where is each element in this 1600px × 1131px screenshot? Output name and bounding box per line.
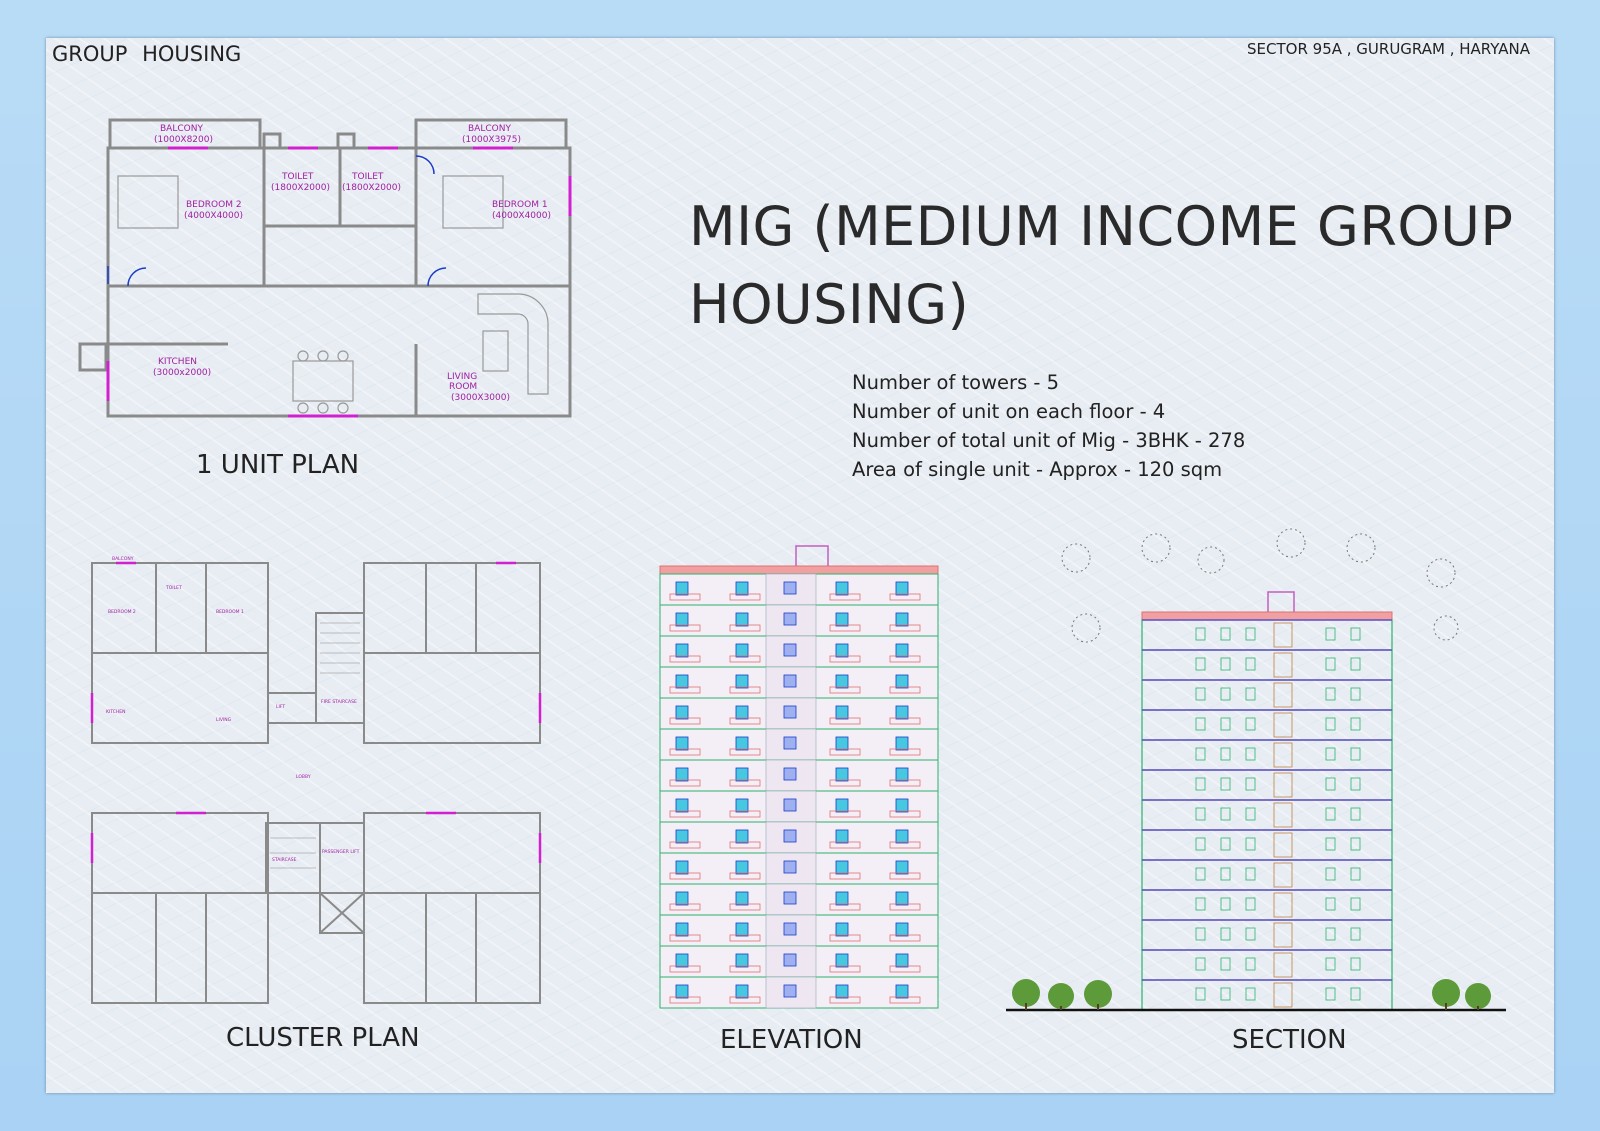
elevation-floor xyxy=(660,853,938,884)
section-floor xyxy=(1142,980,1392,1010)
elevation-floor xyxy=(660,760,938,791)
caption-unit-plan: 1 UNIT PLAN xyxy=(196,450,360,480)
drawing-sheet xyxy=(46,38,1554,1093)
cluster-label-living: LIVING xyxy=(216,718,232,723)
cluster-plan-drawing xyxy=(76,553,556,1013)
cluster-label-bedroom2: BEDROOM 2 xyxy=(108,610,136,615)
stats-block xyxy=(852,368,1245,484)
unit-label-bedroom-1: BEDROOM 1 xyxy=(492,200,548,210)
cluster-label-kitchen: KITCHEN xyxy=(106,710,126,715)
cluster-label-fire-staircase: FIRE STAIRCASE xyxy=(321,700,357,705)
cluster-label-lift: LIFT xyxy=(276,705,286,710)
elevation-floor xyxy=(660,884,938,915)
section-floor xyxy=(1142,830,1392,860)
unit-label-kitchen: KITCHEN xyxy=(158,357,197,367)
unit-label-balcony-left-dim: (1000X8200) xyxy=(154,135,213,145)
unit-label-toilet-2: TOILET xyxy=(352,172,384,182)
section-floor xyxy=(1142,710,1392,740)
stat-units-per-floor: Number of unit on each floor - 4 xyxy=(852,400,1166,423)
unit-label-kitchen-dim: (3000x2000) xyxy=(153,368,212,378)
elevation-floor xyxy=(660,698,938,729)
unit-label-balcony-right: BALCONY xyxy=(468,124,511,134)
project-label: GROUP HOUSING xyxy=(52,42,242,66)
unit-label-toilet-1-dim: (1800X2000) xyxy=(271,183,330,193)
unit-label-toilet-1: TOILET xyxy=(282,172,314,182)
section-floor xyxy=(1142,950,1392,980)
unit-label-bedroom-2: BEDROOM 2 xyxy=(186,200,242,210)
elevation-floor xyxy=(660,791,938,822)
elevation-floor xyxy=(660,729,938,760)
cluster-label-lobby: LOBBY xyxy=(296,775,311,780)
section-floor xyxy=(1142,800,1392,830)
section-floor xyxy=(1142,620,1392,650)
section-floor xyxy=(1142,650,1392,680)
elevation-floor xyxy=(660,946,938,977)
section-floor xyxy=(1142,860,1392,890)
caption-cluster-plan: CLUSTER PLAN xyxy=(226,1023,420,1053)
section-floor xyxy=(1142,680,1392,710)
elevation-floor xyxy=(660,636,938,667)
cluster-label-staircase: STAIRCASE xyxy=(272,858,297,863)
unit-label-living: LIVING xyxy=(447,372,478,382)
caption-section: SECTION xyxy=(1232,1025,1347,1055)
section-floor xyxy=(1142,770,1392,800)
section-floor xyxy=(1142,890,1392,920)
elevation-drawing xyxy=(646,546,946,1016)
elevation-floor xyxy=(660,667,938,698)
elevation-floor xyxy=(660,977,938,1008)
section-floor xyxy=(1142,920,1392,950)
stat-unit-area: Area of single unit - Approx - 120 sqm xyxy=(852,458,1223,481)
section-floor xyxy=(1142,740,1392,770)
stat-towers: Number of towers - 5 xyxy=(852,371,1060,394)
unit-label-living-2: ROOM xyxy=(449,382,478,392)
unit-plan-drawing xyxy=(78,116,578,426)
unit-label-bedroom-2-dim: (4000X4000) xyxy=(184,211,243,221)
page-title: MIG (MEDIUM INCOME GROUP HOUSING) xyxy=(689,195,1514,336)
unit-label-bedroom-1-dim: (4000X4000) xyxy=(492,211,551,221)
section-drawing xyxy=(1006,488,1526,1018)
elevation-floor xyxy=(660,605,938,636)
unit-label-toilet-2-dim: (1800X2000) xyxy=(342,183,401,193)
elevation-floor xyxy=(660,574,938,605)
elevation-floor xyxy=(660,915,938,946)
stat-total-units: Number of total unit of Mig - 3BHK - 278 xyxy=(852,429,1246,452)
unit-label-living-dim: (3000X3000) xyxy=(451,393,510,403)
elevation-floor xyxy=(660,822,938,853)
location-label: SECTOR 95A , GURUGRAM , HARYANA xyxy=(1247,40,1530,58)
cluster-label-toilet: TOILET xyxy=(166,586,182,591)
cluster-label-passenger-lift: PASSENGER LIFT xyxy=(322,850,360,855)
unit-label-balcony-right-dim: (1000X3975) xyxy=(462,135,521,145)
caption-elevation: ELEVATION xyxy=(720,1025,863,1055)
cluster-label-bedroom1: BEDROOM 1 xyxy=(216,610,244,615)
cluster-label-balcony: BALCONY xyxy=(112,557,134,562)
unit-label-balcony-left: BALCONY xyxy=(160,124,203,134)
